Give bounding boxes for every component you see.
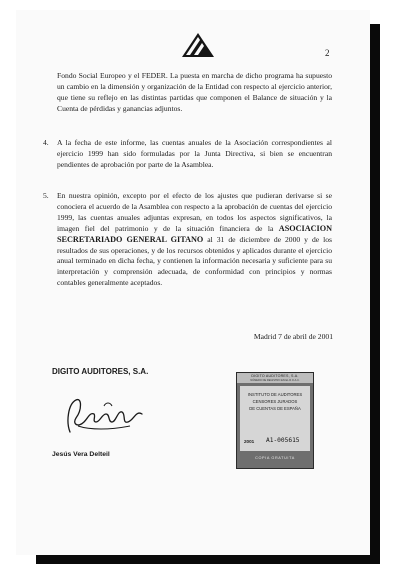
- stamp-header-band: [237, 373, 313, 383]
- auditor-stamp: [236, 372, 314, 469]
- paragraph-number: 4.: [43, 138, 49, 147]
- stamp-number: A1-005615: [266, 437, 300, 444]
- stamp-line-3: DE CUENTAS DE ESPAÑA: [249, 406, 301, 411]
- entity-name: ASOCIACION SECRETARIADO GENERAL GITANO: [57, 223, 333, 244]
- organization-logo-icon: [181, 32, 215, 58]
- numbered-paragraph-4: [43, 138, 332, 171]
- paragraph-text: A la fecha de este informe, las cuentas anuales de la Asociación correspondientes al ejercicio 1999 han sido formuladas por la Junta Directiva, si bien se encuentran pendientes de aprobación por parte de la Asamblea.: [57, 138, 332, 169]
- stamp-line-2: CENSORES JURADOS: [252, 399, 298, 404]
- date-line: Madrid 7 de abril de 2001: [253, 332, 333, 341]
- handwritten-signature: [60, 392, 150, 442]
- document-page: [16, 10, 370, 555]
- numbered-paragraph-5: [43, 191, 333, 289]
- stamp-panel: [240, 386, 310, 451]
- paragraph-continuation: Fondo Social Europeo y el FEDER. La puesta en marcha de dicho programa ha supuesto un cambio en la dimensión y organización de la Entidad con respecto al ejercicio anterior, que tiene su reflejo en las distintas partidas que componen el Balance de situación y la Cuenta de pérdidas y ganancias adjuntos.: [57, 71, 332, 113]
- signer-name: Jesús Vera Delteil: [52, 451, 110, 458]
- page-number: 2: [325, 48, 330, 58]
- firm-name: DIGITO AUDITORES, S.A.: [52, 367, 149, 376]
- paragraph-text: En nuestra opinión, excepto por el efecto de los ajustes que pudieran derivarse si se conociera el acuerdo de la Asamblea con respecto a la aprobación de cuentas del ejercicio 1999, las cuentas anuales adjuntas expresan, en todos los aspectos significativos, la imagen fiel del patrimonio y de la situación financiera de la: [57, 191, 332, 233]
- stamp-header-sub: NÚMERO DE REGISTRO EN EL R.O.A.C.: [250, 379, 300, 382]
- stamp-line-1: INSTITUTO DE AUDITORES: [247, 392, 303, 397]
- paragraph-text: al 31 de diciembre de 2000 y de los resultados de sus operaciones, y de los recursos obtenidos y aplicados durante el ejercicio anual terminado en dicha fecha, y contienen la información necesaria y suficiente para su interpretación y comprensión adecuada, de conformidad con principios y normas contables generalmente aceptados.: [57, 234, 332, 288]
- paragraph-number: 5.: [43, 191, 49, 200]
- stamp-header: DIGITO AUDITORES, S.A.: [251, 374, 299, 378]
- stamp-year: 2001: [244, 439, 255, 444]
- stamp-footer: COPIA GRATUITA: [255, 456, 295, 460]
